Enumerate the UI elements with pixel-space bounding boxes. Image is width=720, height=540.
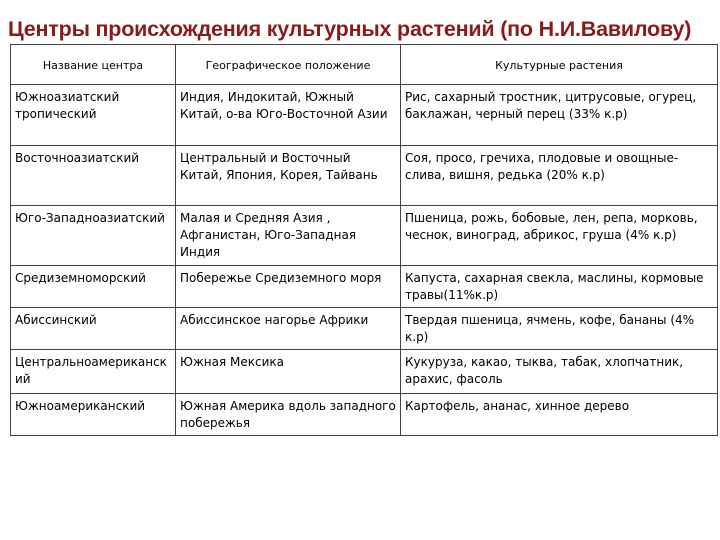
plants-cell: Картофель, ананас, хинное дерево: [401, 394, 718, 436]
location-cell: Центральный и Восточный Китай, Япония, Корея, Тайвань: [176, 146, 401, 206]
table-header-row: [11, 45, 718, 85]
center-name-cell: Юго-Западноазиатский: [11, 206, 176, 266]
table-row: [11, 266, 718, 308]
table-row: [11, 146, 718, 206]
location-cell: Индия, Индокитай, Южный Китай, о-ва Юго-Восточной Азии: [176, 85, 401, 146]
location-cell: Малая и Средняя Азия , Афганистан, Юго-Западная Индия: [176, 206, 401, 266]
page-title: Центры происхождения культурных растений (по Н.И.Вавилову): [8, 17, 692, 41]
table-row: [11, 394, 718, 436]
table-row: [11, 85, 718, 146]
plants-cell: Капуста, сахарная свекла, маслины, кормовые травы(11%к.р): [401, 266, 718, 308]
header-location: Географическое положение: [176, 45, 401, 85]
location-cell: Абиссинское нагорье Африки: [176, 308, 401, 350]
plants-cell: Кукуруза, какао, тыква, табак, хлопчатник, арахис, фасоль: [401, 350, 718, 394]
location-cell: Побережье Средиземного моря: [176, 266, 401, 308]
location-cell: Южная Мексика: [176, 350, 401, 394]
center-name-cell: Абиссинский: [11, 308, 176, 350]
plants-cell: Пшеница, рожь, бобовые, лен, репа, морковь, чеснок, виноград, абрикос, груша (4% к.р): [401, 206, 718, 266]
center-name-cell: Восточноазиатский: [11, 146, 176, 206]
location-cell: Южная Америка вдоль западного побережья: [176, 394, 401, 436]
center-name-cell: Центральноамериканский: [11, 350, 176, 394]
table-row: [11, 206, 718, 266]
plants-cell: Соя, просо, гречиха, плодовые и овощные- слива, вишня, редька (20% к.р): [401, 146, 718, 206]
table-row: [11, 350, 718, 394]
header-center-name: Название центра: [11, 45, 176, 85]
header-plants: Культурные растения: [401, 45, 718, 85]
center-name-cell: Средиземноморский: [11, 266, 176, 308]
centers-table: [10, 44, 718, 436]
center-name-cell: Южноамериканский: [11, 394, 176, 436]
plants-cell: Рис, сахарный тростник, цитрусовые, огурец, баклажан, черный перец (33% к.р): [401, 85, 718, 146]
table-row: [11, 308, 718, 350]
plants-cell: Твердая пшеница, ячмень, кофе, бананы (4% к.р): [401, 308, 718, 350]
center-name-cell: Южноазиатский тропический: [11, 85, 176, 146]
